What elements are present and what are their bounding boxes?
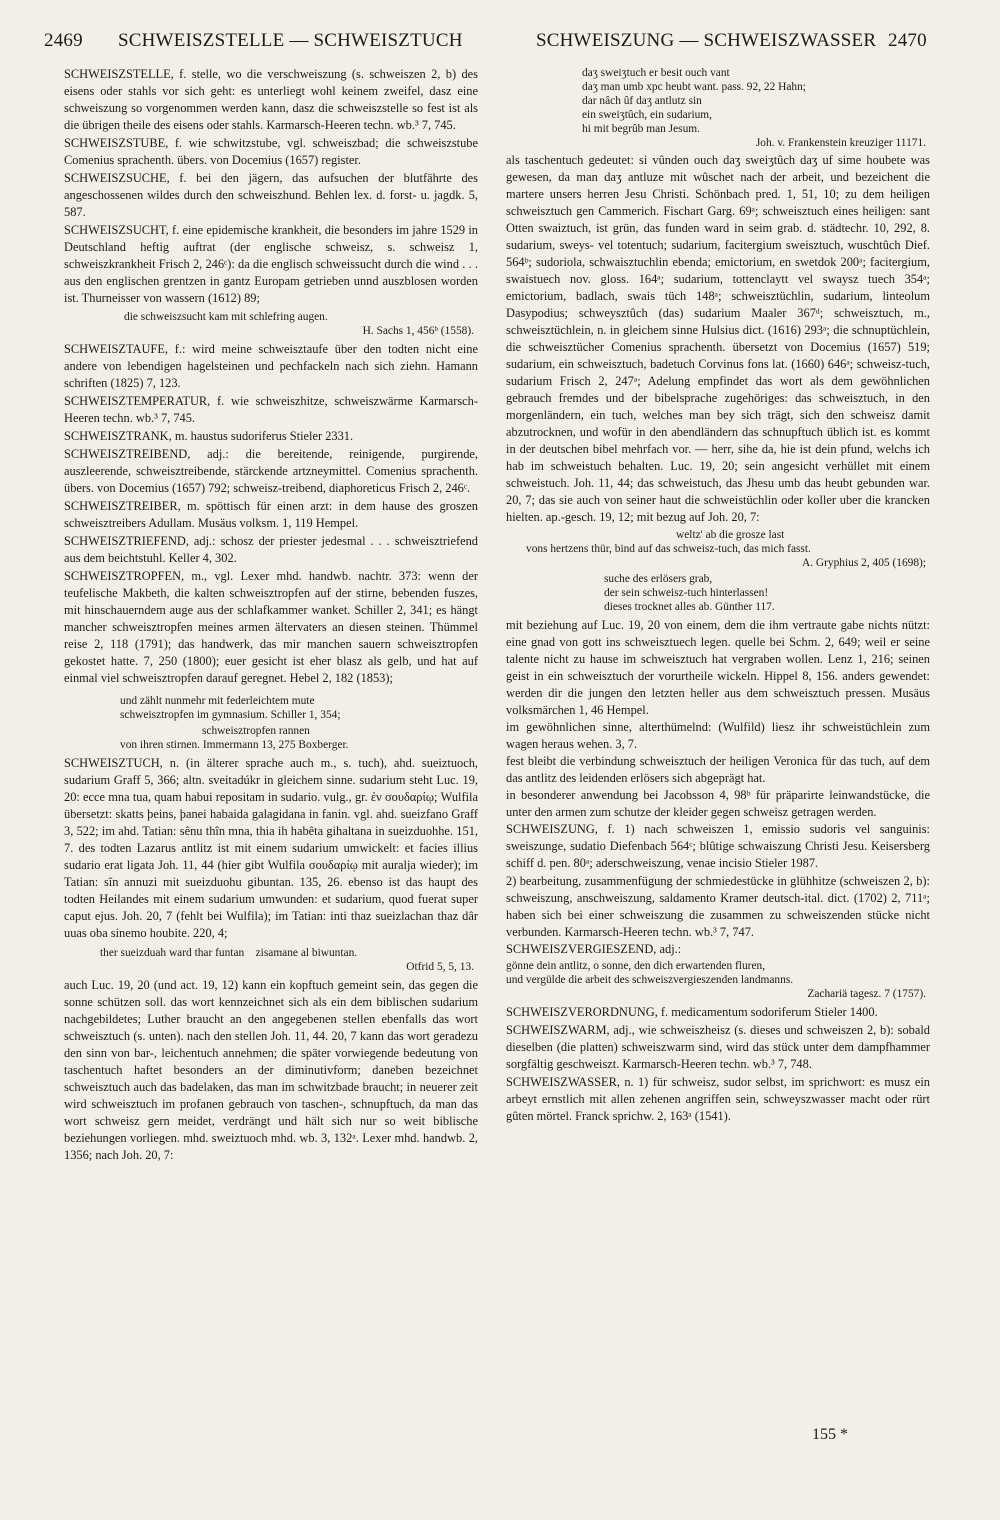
entry-schweisztriefend: SCHWEISZTRIEFEND, adj.: schosz der priester jedesmal . . . schweisztriefend aus dem beichtstuhl. Keller 4, 302.	[64, 534, 478, 565]
quote-line: ther sueizduah ward thar funtan zisamane al biwuntan.	[100, 947, 358, 959]
quote-line: weltz' ab die grosze last	[676, 529, 785, 541]
quote-line: von ihren stirnen. Immermann 13, 275 Boxberger.	[120, 739, 349, 751]
quote-line: der sein schweisz-tuch hinterlassen!	[604, 587, 769, 599]
signature-mark: 155 *	[812, 1426, 848, 1443]
entry-schweisztemperatur: SCHWEISZTEMPERATUR, f. wie schweiszhitze, schweiszwärme Karmarsch-Heeren techn. wb.³ 7, 745.	[64, 394, 478, 425]
entry-schweiszstelle: SCHWEISZSTELLE, f. stelle, wo die verschweiszung (s. schweiszen 2, b) des eisens oder stahls vor sich geht: es unterliegt wohl keinem zweifel, dasz eine schweiszung so vorgenommen werden kann, dasz die schweiszstelle so fest ist als die übrigen theile des eisens oder stahls. Karmarsch-Heeren techn. wb.³ 7, 745.	[64, 67, 478, 132]
quote-line: hi mit begrûb man Jesum.	[582, 123, 701, 135]
quote-citation: A. Gryphius 2, 405 (1698);	[801, 557, 926, 569]
quote-line: dar nâch ûf daʒ antlutz sin	[582, 95, 702, 107]
quote-line: daʒ sweiʒtuch er besit ouch vant	[582, 67, 730, 79]
entry-schweisztrank: SCHWEISZTRANK, m. haustus sudoriferus Stieler 2331.	[64, 429, 354, 443]
quote-citation: Otfrid 5, 5, 13.	[406, 961, 474, 973]
quote-line: vons hertzens thür, bind auf das schweisz-tuch, das mich fasst.	[526, 543, 811, 555]
entry-schweiszwasser: SCHWEISZWASSER, n. 1) für schweisz, sudor selbst, im sprichwort: es musz ein arbeyt ernstlich mit allen zehenen angriffen sein, schweyszwasser macht oder rürt gûten mörtel. Franck sprichw. 2, 163ᵃ (1541).	[506, 1075, 930, 1123]
right-running-title: SCHWEISZUNG — SCHWEISZWASSER	[536, 30, 877, 51]
quote-line: suche des erlösers grab,	[604, 573, 713, 585]
entry-schweiszung-sense-2: 2) bearbeitung, zusammenfügung der schmiedestücke in glühhitze (schweiszen 2, b): schweiszung, anschweiszung, saldamento Kramer deutsch-ital. dict. (1702) 2, 711ᵃ; haben sich bei einer schweiszung die zusammen zu schweiszenden stücke nicht verbunden. Karmarsch-Heeren techn. wb.³ 7, 747.	[506, 874, 930, 939]
entry-schweisztuch: SCHWEISZTUCH, n. (in älterer sprache auch m., s. tuch), ahd. sueiztuoch, sudarium Graff 5, 366; altn. sveitadúkr in gleichem sinne. sudarium steht Luc. 19, 20: ecce mna tua, quam habui repositam in sudario. vulg., gr. ἐν σουδαρίῳ; Wulfila übersetzt: skatts þeins, þanei habaida galagidana in fanin. vgl. ahd. sueizfano Graff 3, 522; im ahd. Tatian: sênu thîn mna, thia ih habêta gihaltana in sueizduohhe. 151, 7. des todten Lazarus antlitz ist mit einem sudarium umwickelt: et facies illius sudario erat ligata Joh. 11, 44 (hier gibt Wulfila σουδαρίῳ mit auralja wieder); im Tatian: sîn annuzi mit sueizduohu gibuntan. 135, 26. ebenso ist das haupt des todten Heilandes mit einem sudarium umwunden: et sudarium, quod fuerat super caput ejus. Joh. 20, 7 (fehlt bei Wulfila); im Tatian: inti thaz sueizlachan thaz dâr uuas oba sinemo houbite. 220, 4;	[64, 756, 478, 940]
quote-line: daʒ man umb xpc heubt want. pass. 92, 22 Hahn;	[582, 81, 806, 93]
quote-line: gönne dein antlitz, o sonne, den dich erwartenden fluren,	[506, 960, 766, 972]
entry-schweiszstube: SCHWEISZSTUBE, f. wie schwitzstube, vgl. schweiszbad; die schweiszstube Comenius sprachenth. übers. von Docemius (1657) register.	[64, 136, 478, 167]
paragraph-jacobsson: in besonderer anwendung bei Jacobsson 4, 98ᵇ für präparirte leinwandstücke, die unter den armen zum schutze der kleider gegen schweisz getragen werden.	[506, 788, 930, 819]
paragraph-taschentuch: als taschentuch gedeutet: si vûnden ouch daʒ sweiʒtûch daʒ uf sime houbete was gewesen, da man daʒ antluze mit wûschet nach der arbeit, und bezeichent die martere unsers herren Jesu Christi. Schönbach pred. 1, 51, 10; zu dem heiligen schweisztuch gen Cammerich. Fischart Garg. 69ᵃ; schweisztuch eines heiligen: sant Otten swaiztuch, ist grün, das funden ward in seim grab. d. städtechr. 10, 292, 8. sudarium, sweys- vel totentuch; sudarium, facitergium sweisztuch, wuschtûch Dief. 564ᵇ; sudoriola, schwaisztuchlin ebenda; emictorium, en swetdok 200ᵃ; facitergium, swaistuech nov. gloss. 164ᵃ; sudarium, tottenclaytt vel swaysz tuech 354ᵃ; emictorium, badlach, swais tüch 148ᵃ; schweisztüchlin, sudarium, linteolum Dasypodius; schweysztûch (das) sudarium Maaler 367ᵈ; schweisztuch, m., schweisztüchlein, n. in gleichem sinne Hulsius dict. (1616) 293ᵃ; die schnuptüchlein, die schweisztücher Comenius sprachenth. übersetzt von Docemius (1657) 519; sudarium, ein schweisztuch, badetuch Corvinus fons lat. (1660) 646ᵃ; schweisz-tuch, sudarium Frisch 2, 247ᵃ; Adelung empfindet das wort als dem gewöhnlichen gebrauch fremdes und der bibelsprache zugehöriges: das schweisztuch, in den morgenländern, ein tuch, welches man bey sich trägt, sich den schweisz damit abzutrocknen, und wofür in den abendländern das schnupftuch üblich ist. es kommt in der deutschen bibel mehrfach vor. — herr, sihe da, hie ist dein pfund, welchs ich hab im schweistuch behalten. Luc. 19, 20; sein angesicht verhüllet mit einem schweistuch. Joh. 11, 44; das schweistuch, das Jhesu umb das heubt gebunden war. 20, 7; das sie auch von seiner haut die schweistüchlin oder koller uber die krancken hielten. ap.-gesch. 19, 12; mit bezug auf Joh. 20, 7:	[506, 153, 930, 524]
entry-schweisztreiber: SCHWEISZTREIBER, m. spöttisch für einen arzt: in dem hause des groszen schweisztreibers Adullam. Musäus volksm. 1, 119 Hempel.	[64, 499, 478, 530]
quote-citation: Zachariä tagesz. 7 (1757).	[807, 988, 926, 1000]
entry-schweiszsucht: SCHWEISZSUCHT, f. eine epidemische krankheit, die besonders im jahre 1529 in Deutschland heftig auftrat (der englische schweisz, s. schweisz 1, schweiszkrankheit Frisch 2, 246ᶜ): da die englisch schweissucht durch die wind . . . aus den englischen grentzen in gantz Europam getrieben unnd auszblosen worden ist. Thurneisser von wassern (1612) 89;	[64, 223, 478, 305]
quote-citation: Joh. v. Frankenstein kreuziger 11171.	[755, 137, 926, 149]
paragraph-beziehung-luc: mit beziehung auf Luc. 19, 20 von einem, dem die ihm vertraute gabe nichts nützt: eine gnad von gott ins schweisztuech legen. quelle bei Schm. 2, 649; weil er seine talente nicht zu hause im schweisztuch hat vergraben wollen. Lenz 1, 216; seinen geist in ein schweisztuch der vorurtheile wickeln. Hippel 8, 156. anders gewendet: werden dir die jungen den letzten heller aus dem schweisztuch pressen. Musäus volksmärchen 1, 46 Hempel.	[506, 618, 930, 717]
right-page-number: 2470	[888, 30, 927, 51]
right-column	[506, 66, 930, 1126]
entry-schweisztropfen: SCHWEISZTROPFEN, m., vgl. Lexer mhd. handwb. nachtr. 373: wenn der teufelische Makbeth, die kalten schweisztropfen auf der stirne, bebenden fuszes, mit hinschauerndem auge aus der schlafkammer wanket. Schiller 2, 341; es hängt mancher schweisztropfen meines armen ältervaters an diesen steinen. Thümmel reise 2, 118 (1791); das handwerk, das mir manchen sauern schweisztropfen gekostet hatte. 7, 250 (1800); euer gesicht ist eher blasz als gelb, und hat auf einmal viel schweisztropfen darauf geregnet. Hebel 2, 182 (1853);	[64, 569, 478, 685]
left-column	[64, 66, 478, 1164]
quote-line: die schweiszsucht kam mit schlefring augen.	[124, 311, 328, 323]
entry-schweisztreibend: SCHWEISZTREIBEND, adj.: die bereitende, reinigende, purgirende, auszleerende, schweisztreibende, stärckende artzneymittel. Comenius sprachenth. übers. von Docemius (1657) 792; schweisz-treibend, diaphoreticus Frisch 2, 246ᶜ.	[64, 447, 478, 495]
quote-line: dieses trocknet alles ab. Günther 117.	[604, 601, 775, 613]
quote-line: schweisztropfen rannen	[202, 725, 310, 737]
quote-citation: H. Sachs 1, 456ᵇ (1558).	[362, 325, 474, 337]
left-running-title: SCHWEISZSTELLE — SCHWEISZTUCH	[118, 30, 463, 51]
quote-line: und vergülde die arbeit des schweiszvergieszenden landmanns.	[506, 974, 794, 986]
entry-schweiszverordnung: SCHWEISZVERORDNUNG, f. medicamentum sodoriferum Stieler 1400.	[506, 1005, 878, 1019]
entry-schweisztaufe: SCHWEISZTAUFE, f.: wird meine schweisztaufe über den todten nicht eine andere von lebendigen hagelsteinen und pechfackeln nach sich ziehn. Hamann schriften (1825) 7, 123.	[64, 342, 478, 390]
paragraph-veronica: fest bleibt die verbindung schweisztuch der heiligen Veronica für das tuch, auf dem das antlitz des leidenden erlösers sich abgeprägt hat.	[506, 754, 930, 785]
quote-line: und zählt nunmehr mit federleichtem mute	[120, 695, 315, 707]
quote-line: ein sweiʒtûch, ein sudarium,	[582, 109, 713, 121]
quote-line: schweisztropfen im gymnasium. Schiller 1, 354;	[120, 709, 341, 721]
entry-schweiszsuche: SCHWEISZSUCHE, f. bei den jägern, das aufsuchen der blutfährte des angeschossenen wildes durch den schweiszhund. Behlen lex. d. forst- u. jagdk. 5, 587.	[64, 171, 478, 219]
entry-schweiszvergieszend: SCHWEISZVERGIESZEND, adj.:	[506, 942, 682, 956]
entry-schweiszung: SCHWEISZUNG, f. 1) nach schweiszen 1, emissio sudoris vel sanguinis: sweiszunge, sudatio Diefenbach 564ᶜ; blûtige schwaiszung Christi Jesu. Keisersberg schiff d. pen. 80ᵃ; aderschweiszung, venae incisio Stieler 1987.	[506, 822, 930, 870]
entry-schweiszwarm: SCHWEISZWARM, adj., wie schweiszheisz (s. dieses und schweiszen 2, b): sobald dieselben (die platten) schweiszwarm sind, wird das stück unter dem dampfhammer sorgfältig geschweiszt. Karmarsch-Heeren techn. wb.³ 7, 748.	[506, 1023, 930, 1071]
left-page-number: 2469	[44, 30, 83, 51]
paragraph-gewoehnlich: im gewöhnlichen sinne, alterthümelnd: (Wulfild) liesz ihr schweistüchlein zum wagen heraus wehen. 3, 7.	[506, 720, 930, 751]
entry-schweisztuch-continued: auch Luc. 19, 20 (und act. 19, 12) kann ein kopftuch gemeint sein, das gegen die sonne schützen soll. das wort kennzeichnet sich als ein dem biblischen sudarium nachgebildetes; Luther braucht an den angegebenen stellen ebenfalls das wort schweisztuch (s. unten). nach den stellen Joh. 11, 44. 20, 7 kann das wort geradezu den sinn von bar-, leichentuch annehmen; die später vorwiegende bedeutung von taschentuch haftet besonders an der diminutivform; daneben bezeichnet schweisztuch auch das badelaken, das man im schwitzbade braucht; in neuerer zeit wird schweisztuch im profanen gebrauch von taschen-, schnupftuch, da man das wort schweisz gern meidet, verdrängt und hält sich nur so weit biblische beziehungen vorliegen. mhd. sweiztuoch mhd. wb. 3, 132ᵃ. Lexer mhd. handwb. 2, 1356; nach Joh. 20, 7:	[64, 978, 478, 1162]
